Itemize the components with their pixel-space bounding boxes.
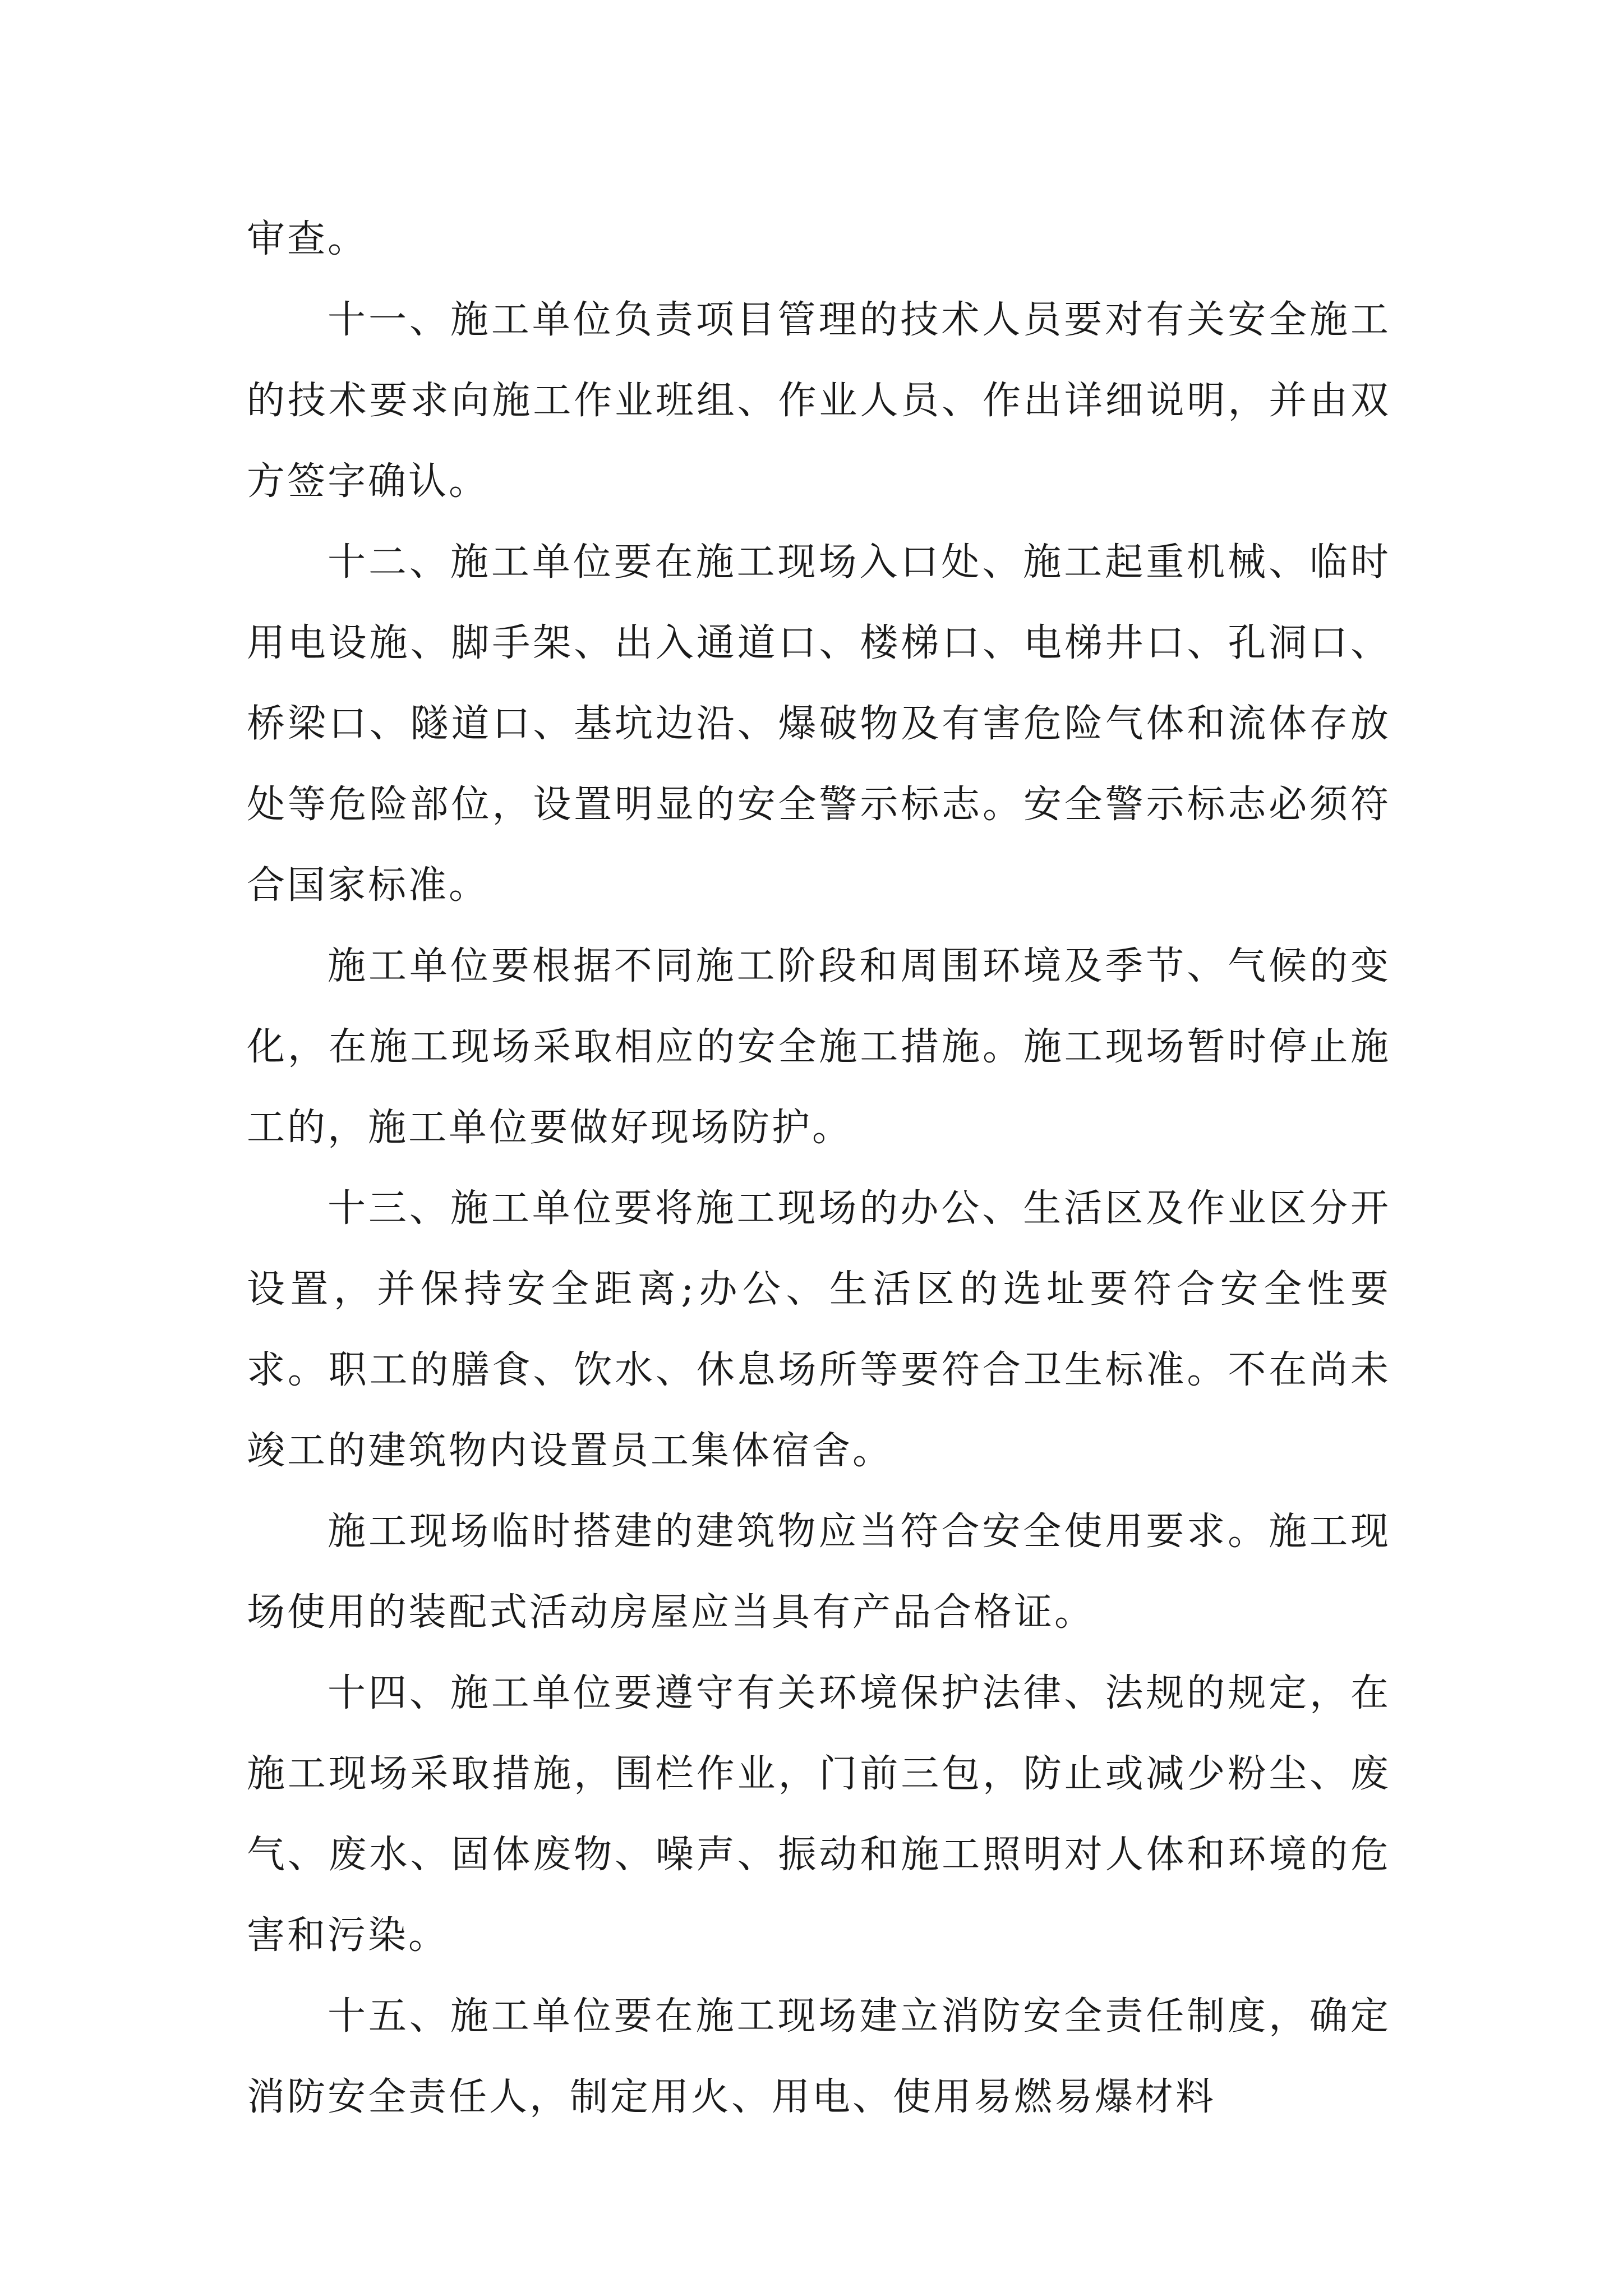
paragraph-continuation: 审查。 <box>247 217 368 261</box>
document-body <box>247 199 1391 2138</box>
paragraph-item-11: 十一、施工单位负责项目管理的技术人员要对有关安全施工的技术要求向施工作业班组、作业人员、作出详细说明，并由双方签字确认。 <box>247 298 1391 504</box>
paragraph-item-12-supplement: 施工单位要根据不同施工阶段和周围环境及季节、气候的变化，在施工现场采取相应的安全施工措施。施工现场暂时停止施工的，施工单位要做好现场防护。 <box>247 944 1391 1150</box>
paragraph-item-13-supplement: 施工现场临时搭建的建筑物应当符合安全使用要求。施工现场使用的装配式活动房屋应当具有产品合格证。 <box>247 1510 1391 1635</box>
paragraph-item-14: 十四、施工单位要遵守有关环境保护法律、法规的规定，在施工现场采取措施，围栏作业，门前三包，防止或减少粉尘、废气、废水、固体废物、噪声、振动和施工照明对人体和环境的危害和污染。 <box>247 1671 1391 1958</box>
paragraph-item-15: 十五、施工单位要在施工现场建立消防安全责任制度，确定消防安全责任人，制定用火、用电、使用易燃易爆材料 <box>247 1994 1391 2119</box>
paragraph-item-13: 十三、施工单位要将施工现场的办公、生活区及作业区分开设置，并保持安全距离;办公、生活区的选址要符合安全性要求。职工的膳食、饮水、休息场所等要符合卫生标准。不在尚未竣工的建筑物内设置员工集体宿舍。 <box>247 1186 1391 1473</box>
paragraph-item-12: 十二、施工单位要在施工现场入口处、施工起重机械、临时用电设施、脚手架、出入通道口、楼梯口、电梯井口、孔洞口、桥梁口、隧道口、基坑边沿、爆破物及有害危险气体和流体存放处等危险部位，设置明显的安全警示标志。安全警示标志必须符合国家标准。 <box>247 540 1391 908</box>
